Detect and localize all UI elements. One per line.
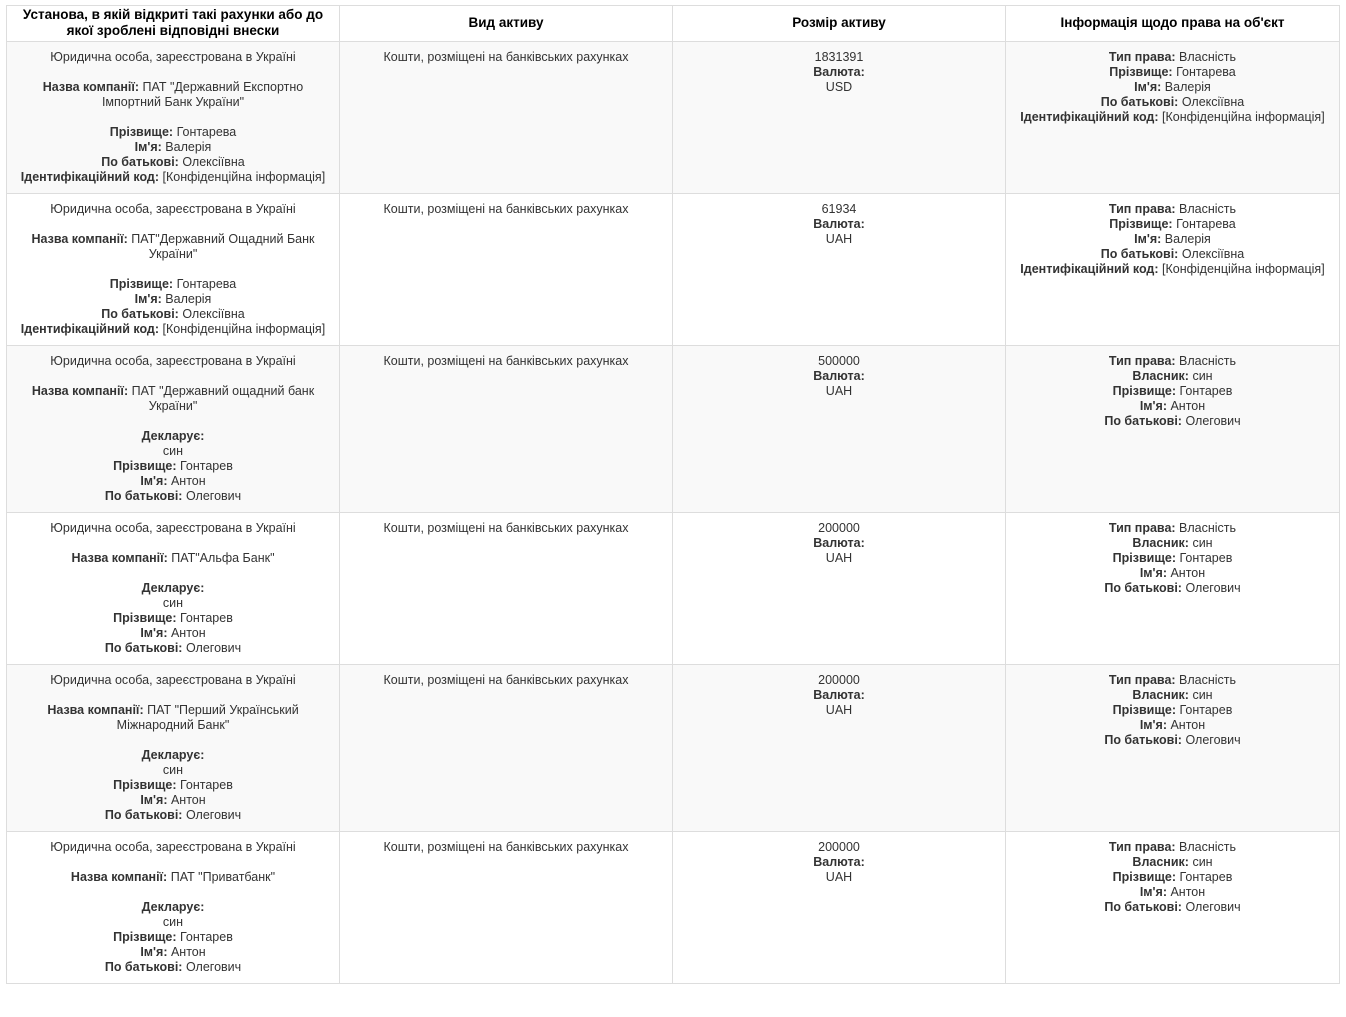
patronymic-label: По батькові: xyxy=(1104,414,1182,428)
owner-label: Власник: xyxy=(1132,369,1189,383)
name-label: Ім'я: xyxy=(140,474,168,488)
surname-label: Прізвище: xyxy=(1109,65,1173,79)
patronymic-value: Олексіївна xyxy=(1181,95,1245,109)
name-value: Валерія xyxy=(1164,232,1211,246)
currency-value: UAH xyxy=(825,703,853,717)
id-code-value: [Конфіденційна інформація] xyxy=(162,170,326,184)
name-value: Антон xyxy=(170,793,206,807)
surname-value: Гонтарев xyxy=(1179,551,1233,565)
institution-cell xyxy=(7,42,340,194)
surname-value: Гонтарев xyxy=(1179,870,1233,884)
amount-value: 500000 xyxy=(818,354,860,368)
amount-value: 61934 xyxy=(821,202,857,216)
surname-label: Прізвище: xyxy=(109,277,174,291)
header-right-info: Інформація щодо права на об'єкт xyxy=(1006,6,1340,42)
right-type-label: Тип права: xyxy=(1108,354,1176,368)
asset-type-cell xyxy=(340,346,673,513)
entity-type: Юридична особа, зареєстрована в Україні xyxy=(50,840,296,854)
name-label: Ім'я: xyxy=(1134,232,1162,246)
company-name: ПАТ "Державний Експортно Імпортний Банк України" xyxy=(101,80,304,109)
entity-type: Юридична особа, зареєстрована в Україні xyxy=(50,354,296,368)
declares-label: Декларує: xyxy=(141,748,205,762)
asset-type-value: Кошти, розміщені на банківських рахунках xyxy=(383,50,629,64)
id-code-label: Ідентифікаційний код: xyxy=(1020,262,1159,276)
currency-label: Валюта: xyxy=(813,688,865,702)
table-row xyxy=(7,832,1340,984)
name-value: Валерія xyxy=(1164,80,1211,94)
institution-cell xyxy=(7,194,340,346)
id-code-label: Ідентифікаційний код: xyxy=(20,170,160,184)
patronymic-value: Олегович xyxy=(1185,900,1241,914)
name-label: Ім'я: xyxy=(1139,399,1167,413)
name-value: Валерія xyxy=(165,292,212,306)
right-info-cell xyxy=(1006,346,1340,513)
surname-label: Прізвище: xyxy=(1112,870,1176,884)
patronymic-value: Олегович xyxy=(185,641,242,655)
table-row xyxy=(7,665,1340,832)
table-row xyxy=(7,513,1340,665)
declares-label: Декларує: xyxy=(141,429,205,443)
surname-label: Прізвище: xyxy=(1112,551,1176,565)
right-type-label: Тип права: xyxy=(1108,202,1176,216)
surname-value: Гонтарев xyxy=(179,459,233,473)
surname-value: Гонтарева xyxy=(176,125,237,139)
name-label: Ім'я: xyxy=(140,793,168,807)
declares-value: син xyxy=(162,915,184,929)
currency-value: USD xyxy=(825,80,853,94)
currency-value: UAH xyxy=(825,384,853,398)
patronymic-label: По батькові: xyxy=(1100,247,1179,261)
right-type-value: Власність xyxy=(1179,840,1237,854)
surname-label: Прізвище: xyxy=(113,930,177,944)
entity-type: Юридична особа, зареєстрована в Україні xyxy=(50,673,296,687)
patronymic-label: По батькові: xyxy=(101,155,179,169)
patronymic-label: По батькові: xyxy=(104,489,183,503)
company-label: Назва компанії: xyxy=(71,551,168,565)
currency-label: Валюта: xyxy=(813,855,865,869)
asset-type-cell xyxy=(340,665,673,832)
table-row xyxy=(7,194,1340,346)
id-code-value: [Конфіденційна інформація] xyxy=(1162,110,1325,124)
asset-type-cell xyxy=(340,194,673,346)
owner-value: син xyxy=(1192,855,1213,869)
amount-value: 200000 xyxy=(818,673,860,687)
asset-type-value: Кошти, розміщені на банківських рахунках xyxy=(383,673,629,687)
id-code-label: Ідентифікаційний код: xyxy=(20,322,160,336)
right-info-cell xyxy=(1006,665,1340,832)
asset-amount-cell xyxy=(673,513,1006,665)
entity-type: Юридична особа, зареєстрована в Україні xyxy=(50,50,296,64)
asset-type-value: Кошти, розміщені на банківських рахунках xyxy=(383,521,629,535)
surname-value: Гонтарева xyxy=(1176,65,1236,79)
currency-value: UAH xyxy=(825,232,853,246)
patronymic-value: Олексіївна xyxy=(1181,247,1245,261)
currency-label: Валюта: xyxy=(813,217,865,231)
right-type-value: Власність xyxy=(1179,354,1237,368)
asset-type-cell xyxy=(340,832,673,984)
asset-type-value: Кошти, розміщені на банківських рахунках xyxy=(383,840,629,854)
right-type-value: Власність xyxy=(1179,521,1237,535)
name-value: Антон xyxy=(170,945,206,959)
name-label: Ім'я: xyxy=(1139,566,1167,580)
name-label: Ім'я: xyxy=(1134,80,1162,94)
amount-value: 200000 xyxy=(818,521,860,535)
right-type-value: Власність xyxy=(1179,673,1237,687)
right-type-label: Тип права: xyxy=(1108,50,1176,64)
patronymic-value: Олексіївна xyxy=(182,307,245,321)
owner-value: син xyxy=(1192,536,1213,550)
asset-amount-cell xyxy=(673,665,1006,832)
right-type-label: Тип права: xyxy=(1108,521,1176,535)
currency-label: Валюта: xyxy=(813,65,865,79)
entity-type: Юридична особа, зареєстрована в Україні xyxy=(50,521,296,535)
header-asset-amount: Розмір активу xyxy=(673,6,1006,42)
right-type-value: Власність xyxy=(1179,202,1237,216)
name-value: Антон xyxy=(170,474,206,488)
company-name: ПАТ "Перший Український Міжнародний Банк" xyxy=(116,703,299,732)
id-code-value: [Конфіденційна інформація] xyxy=(1162,262,1325,276)
owner-label: Власник: xyxy=(1132,688,1189,702)
right-type-label: Тип права: xyxy=(1108,673,1176,687)
surname-value: Гонтарев xyxy=(1179,384,1233,398)
asset-type-cell xyxy=(340,513,673,665)
owner-value: син xyxy=(1192,688,1213,702)
company-label: Назва компанії: xyxy=(47,703,144,717)
declares-value: син xyxy=(162,763,184,777)
owner-label: Власник: xyxy=(1132,855,1189,869)
institution-cell xyxy=(7,832,340,984)
patronymic-label: По батькові: xyxy=(104,641,183,655)
surname-label: Прізвище: xyxy=(113,459,177,473)
company-label: Назва компанії: xyxy=(31,384,129,398)
right-info-cell xyxy=(1006,832,1340,984)
currency-label: Валюта: xyxy=(813,369,865,383)
patronymic-label: По батькові: xyxy=(104,808,183,822)
surname-label: Прізвище: xyxy=(109,125,174,139)
institution-cell xyxy=(7,346,340,513)
declares-label: Декларує: xyxy=(141,581,205,595)
surname-value: Гонтарев xyxy=(179,611,233,625)
name-value: Антон xyxy=(170,626,206,640)
patronymic-label: По батькові: xyxy=(1104,900,1182,914)
owner-value: син xyxy=(1192,369,1213,383)
name-label: Ім'я: xyxy=(140,945,168,959)
asset-type-cell xyxy=(340,42,673,194)
name-value: Антон xyxy=(1170,566,1206,580)
name-label: Ім'я: xyxy=(1139,885,1167,899)
currency-value: UAH xyxy=(825,551,853,565)
patronymic-value: Олексіївна xyxy=(182,155,245,169)
surname-label: Прізвище: xyxy=(1112,384,1176,398)
amount-value: 1831391 xyxy=(814,50,864,64)
patronymic-value: Олегович xyxy=(1185,414,1241,428)
amount-value: 200000 xyxy=(818,840,860,854)
surname-value: Гонтарев xyxy=(1179,703,1233,717)
asset-amount-cell xyxy=(673,194,1006,346)
bank-accounts-table xyxy=(6,5,1340,984)
right-info-cell xyxy=(1006,513,1340,665)
table-header-row xyxy=(7,6,1340,42)
table-row xyxy=(7,42,1340,194)
company-label: Назва компанії: xyxy=(31,232,128,246)
patronymic-label: По батькові: xyxy=(104,960,183,974)
patronymic-value: Олегович xyxy=(1185,581,1241,595)
name-label: Ім'я: xyxy=(134,292,162,306)
institution-cell xyxy=(7,665,340,832)
patronymic-value: Олегович xyxy=(185,808,242,822)
asset-type-value: Кошти, розміщені на банківських рахунках xyxy=(383,354,629,368)
declaration-table-wrapper xyxy=(6,5,1340,984)
company-name: ПАТ"Державний Ощадний Банк України" xyxy=(131,232,315,261)
id-code-value: [Конфіденційна інформація] xyxy=(162,322,326,336)
institution-cell xyxy=(7,513,340,665)
patronymic-value: Олегович xyxy=(185,960,242,974)
patronymic-value: Олегович xyxy=(1185,733,1241,747)
currency-label: Валюта: xyxy=(813,536,865,550)
name-value: Антон xyxy=(1170,399,1206,413)
declares-value: син xyxy=(162,444,184,458)
asset-amount-cell xyxy=(673,42,1006,194)
currency-value: UAH xyxy=(825,870,853,884)
surname-label: Прізвище: xyxy=(1112,703,1176,717)
header-asset-type: Вид активу xyxy=(340,6,673,42)
surname-label: Прізвище: xyxy=(1109,217,1173,231)
patronymic-label: По батькові: xyxy=(1100,95,1179,109)
company-name: ПАТ "Державний ощадний банк України" xyxy=(131,384,315,413)
company-name: ПАТ"Альфа Банк" xyxy=(171,551,275,565)
patronymic-value: Олегович xyxy=(185,489,242,503)
surname-value: Гонтарев xyxy=(179,930,233,944)
id-code-label: Ідентифікаційний код: xyxy=(1020,110,1159,124)
header-institution: Установа, в якій відкриті такі рахунки або до якої зроблені відповідні внески xyxy=(7,6,340,42)
right-info-cell xyxy=(1006,194,1340,346)
entity-type: Юридична особа, зареєстрована в Україні xyxy=(50,202,296,216)
declares-value: син xyxy=(162,596,184,610)
right-info-cell xyxy=(1006,42,1340,194)
name-value: Валерія xyxy=(165,140,212,154)
surname-value: Гонтарев xyxy=(179,778,233,792)
right-type-label: Тип права: xyxy=(1108,840,1176,854)
name-value: Антон xyxy=(1170,885,1206,899)
patronymic-label: По батькові: xyxy=(1104,581,1182,595)
asset-type-value: Кошти, розміщені на банківських рахунках xyxy=(383,202,629,216)
declares-label: Декларує: xyxy=(141,900,205,914)
name-value: Антон xyxy=(1170,718,1206,732)
name-label: Ім'я: xyxy=(1139,718,1167,732)
surname-value: Гонтарева xyxy=(176,277,237,291)
table-row xyxy=(7,346,1340,513)
right-type-value: Власність xyxy=(1179,50,1237,64)
owner-label: Власник: xyxy=(1132,536,1189,550)
patronymic-label: По батькові: xyxy=(1104,733,1182,747)
asset-amount-cell xyxy=(673,346,1006,513)
company-label: Назва компанії: xyxy=(70,870,168,884)
company-label: Назва компанії: xyxy=(42,80,140,94)
name-label: Ім'я: xyxy=(134,140,162,154)
name-label: Ім'я: xyxy=(140,626,168,640)
surname-label: Прізвище: xyxy=(113,611,177,625)
patronymic-label: По батькові: xyxy=(101,307,179,321)
company-name: ПАТ "Приватбанк" xyxy=(170,870,276,884)
surname-value: Гонтарева xyxy=(1176,217,1236,231)
asset-amount-cell xyxy=(673,832,1006,984)
surname-label: Прізвище: xyxy=(113,778,177,792)
